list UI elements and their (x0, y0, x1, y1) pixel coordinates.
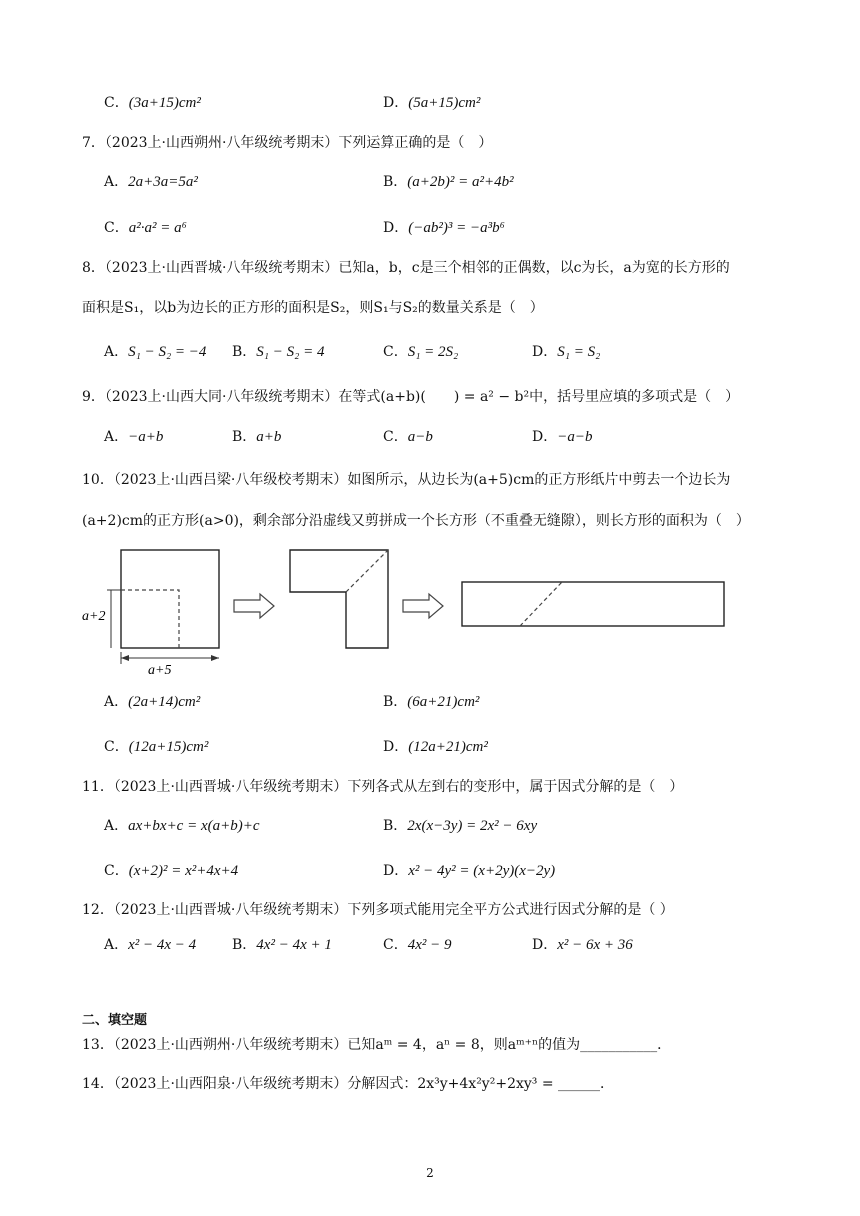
option-a: A．2a+3a=5a² (104, 174, 198, 190)
fill-question: 14．（2023上·山西阳泉·八年级统考期末）分解因式：2x³y+4x²y²+2xy³ = ______． (82, 1076, 615, 1092)
question-stem: 12．（2023上·山西晋城·八年级统考期末）下列多项式能用完全平方公式进行因式分解的是（ ） (82, 902, 674, 918)
option-a: A．x² − 4x − 4 (104, 937, 197, 953)
option-c: C．a−b (383, 429, 433, 445)
diagonal-dash (346, 550, 388, 592)
question-stem: 8．（2023上·山西晋城·八年级统考期末）已知a，b，c是三个相邻的正偶数，以c为长，a为宽的长方形的 (82, 260, 730, 276)
option-c: C．S₁ = 2S₂ (383, 344, 459, 360)
question-stem: 9．（2023上·山西大同·八年级统考期末）在等式(a+b)( ) = a² − b²中，括号里应填的多项式是（ ） (82, 389, 740, 405)
option-b: B．S₁ − S₂ = 4 (232, 344, 325, 360)
option-b: B．(6a+21)cm² (383, 694, 480, 710)
arrow-right-icon (403, 594, 443, 618)
option-c: C．(x+2)² = x²+4x+4 (104, 863, 239, 879)
label-a-plus-2: a+2 (82, 609, 106, 624)
option-b: B．4x² − 4x + 1 (232, 937, 332, 953)
option-a: A．−a+b (104, 429, 164, 445)
question-stem-cont: 面积是S₁，以b为边长的正方形的面积是S₂，则S₁与S₂的数量关系是（ ） (82, 300, 544, 316)
option-d: D．−a−b (532, 429, 593, 445)
option-c: C．(12a+15)cm² (104, 739, 209, 755)
label-a-plus-5: a+5 (148, 663, 172, 678)
option-b: B．2x(x−3y) = 2x² − 6xy (383, 818, 538, 834)
option-c: C．4x² − 9 (383, 937, 452, 953)
cut-dashes (121, 590, 179, 648)
option-a: A．ax+bx+c = x(a+b)+c (104, 818, 260, 834)
diagonal-dash (520, 582, 562, 626)
option-c: C．a²·a² = a⁶ (104, 220, 187, 236)
question-stem: 10．（2023上·山西吕梁·八年级校考期末）如图所示，从边长为(a+5)cm的正方形纸片中剪去一个边长为 (82, 472, 731, 488)
option-b: B．(a+2b)² = a²+4b² (383, 174, 514, 190)
question-stem: 11．（2023上·山西晋城·八年级统考期末）下列各式从左到右的变形中，属于因式分解的是（ ） (82, 779, 684, 795)
page-number: 2 (426, 1166, 434, 1180)
question-stem: 7．（2023上·山西朔州·八年级统考期末）下列运算正确的是（ ） (82, 135, 493, 151)
option-a: A．(2a+14)cm² (104, 694, 201, 710)
option-d: D．(5a+15)cm² (383, 95, 481, 111)
option-d: D．(12a+21)cm² (383, 739, 488, 755)
option-c: C．(3a+15)cm² (104, 95, 201, 111)
option-a: A．S₁ − S₂ = −4 (104, 344, 207, 360)
cut-paste-figure (80, 540, 760, 680)
long-rectangle (462, 582, 724, 626)
option-d: D．x² − 4y² = (x+2y)(x−2y) (383, 863, 556, 879)
option-d: D．S₁ = S₂ (532, 344, 601, 360)
option-d: D．(−ab²)³ = −a³b⁶ (383, 220, 505, 236)
option-d: D．x² − 6x + 36 (532, 937, 633, 953)
question-stem-cont: (a+2)cm的正方形(a>0)，剩余部分沿虚线又剪拼成一个长方形（不重叠无缝隙），则长方形的面积为（ ） (82, 513, 750, 529)
fill-question: 13．（2023上·山西朔州·八年级统考期末）已知aᵐ = 4，aⁿ = 8，则aᵐ⁺ⁿ的值为___________． (82, 1037, 672, 1053)
option-b: B．a+b (232, 429, 282, 445)
section-title: 二、填空题 (82, 1013, 148, 1028)
big-square (121, 550, 219, 648)
arrow-right-icon (234, 594, 274, 618)
